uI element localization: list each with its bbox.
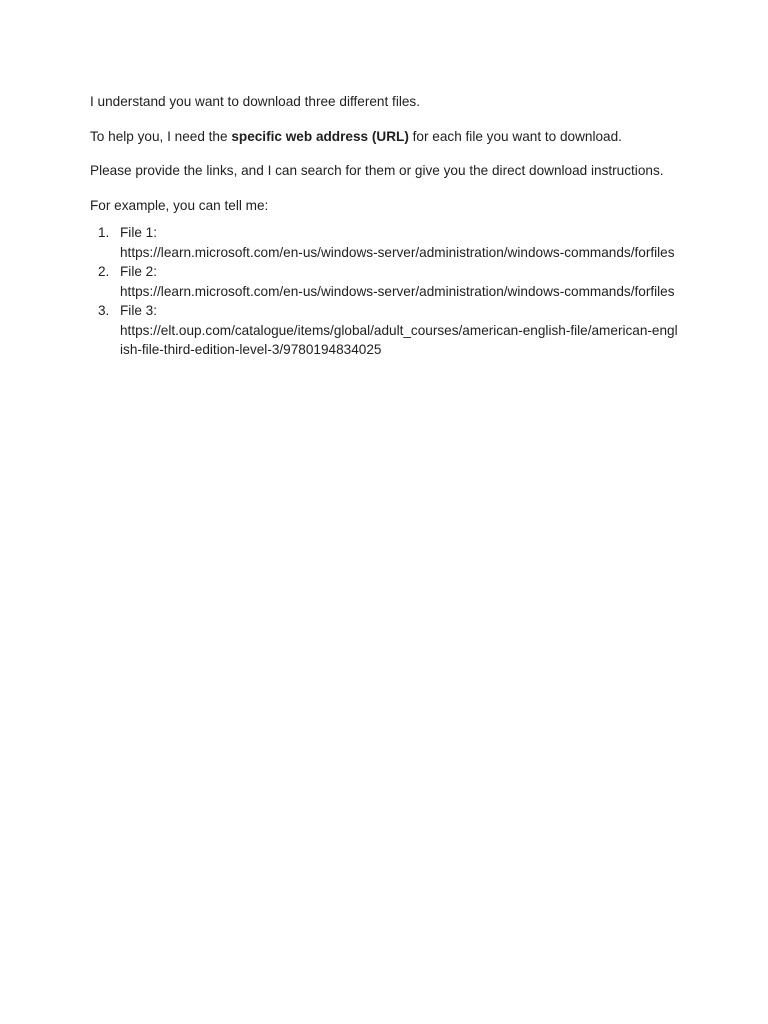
file-label: File 2: [120, 264, 158, 279]
file-url: https://elt.oup.com/catalogue/items/global/adult_courses/american-english-file/american-english-file-third-edition-level-3/9780194834025 [120, 322, 678, 357]
provide-paragraph: Please provide the links, and I can search for them or give you the direct download instructions. [90, 163, 664, 178]
file-list [90, 223, 680, 360]
example-paragraph: For example, you can tell me: [90, 197, 269, 213]
document-body [90, 92, 680, 360]
list-item [90, 262, 680, 301]
request-text-suffix: for each file you want to download. [408, 128, 622, 144]
request-paragraph [90, 127, 680, 147]
file-label: File 1: [120, 225, 158, 240]
list-item-number: 1. [98, 225, 110, 240]
list-item-number: 2. [98, 264, 110, 279]
request-text-prefix: To help you, I need the [90, 128, 232, 144]
file-url: https://learn.microsoft.com/en-us/windows-server/administration/windows-commands/forfiles [120, 244, 675, 260]
intro-paragraph: I understand you want to download three different files. [90, 94, 420, 109]
list-item-number: 3. [98, 303, 110, 318]
file-label: File 3: [120, 303, 158, 318]
list-item [90, 223, 680, 262]
file-url: https://learn.microsoft.com/en-us/windows-server/administration/windows-commands/forfiles [120, 283, 675, 299]
request-text-bold: specific web address (URL) [231, 128, 409, 144]
list-item [90, 301, 680, 360]
